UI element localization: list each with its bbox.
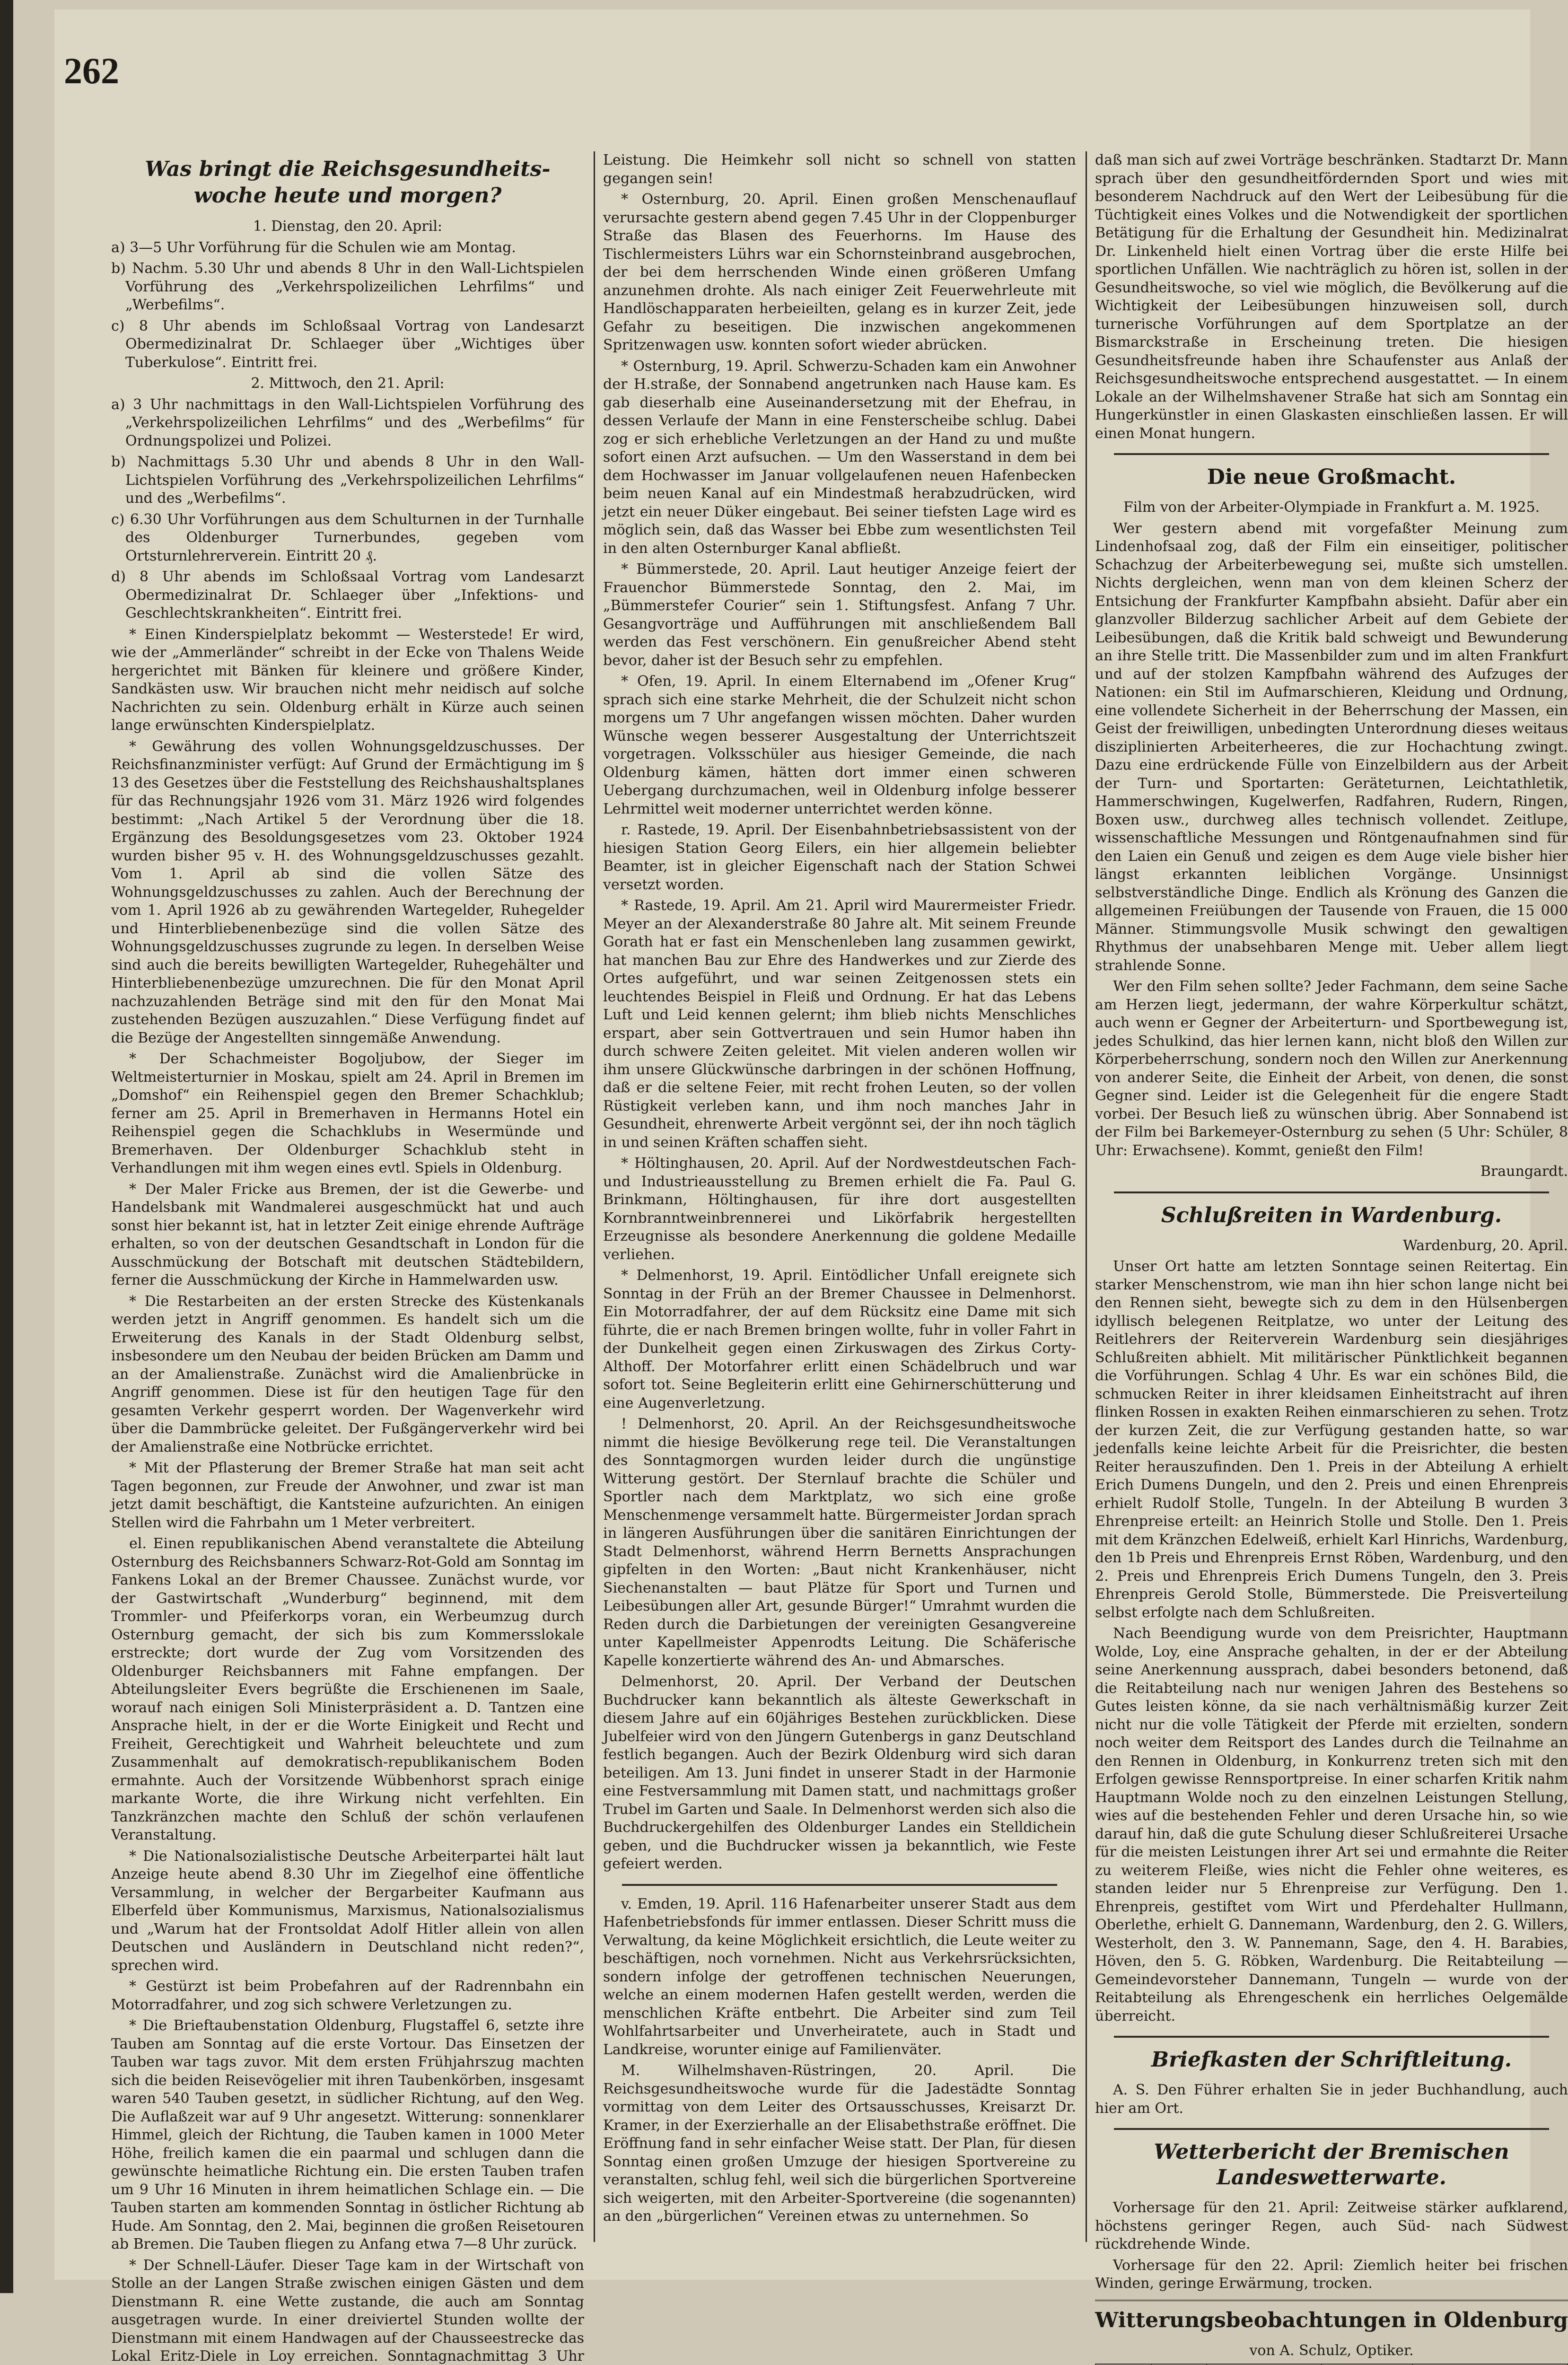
column-3 — [1095, 151, 1568, 2365]
news-item: * Einen Kinderspielplatz bekommt — Westerstede! Er wird, wie der „Ammerländer“ schreibt in der Ecke von Thalens Weide hergerichtet mit Bänken für kleinere und größere Kinder, Sandkästen usw. Wir brauchen nicht mehr neidisch auf solche Nachrichten zu sein. Oldenburg erhält in Kürze auch seinen lange erwünschten Kinderspielplatz. — [111, 626, 584, 735]
news-item: Delmenhorst, 20. April. Der Verband der Deutschen Buchdrucker kann bekanntlich als älteste Gewerkschaft in diesem Jahre auf ein 60jähriges Bestehen zurückblicken. Diese Jubelfeier wird von den Jüngern Gutenbergs in ganz Deutschland festlich begangen. Auch der Bezirk Oldenburg wird sich daran beteiligen. Am 13. Juni findet in unserer Stadt in der Harmonie eine Festversammlung mit Damen statt, und nachmittags großer Trubel im Garten und Saale. In Delmenhorst werden sich also die Buchdruckergehilfen des Oldenburger Landes ein Stelldichein geben, und die Buchdrucker wissen ja bekanntlich, wie Feste gefeiert werden. — [603, 1673, 1076, 1874]
article-paragraph: Unser Ort hatte am letzten Sonntage seinen Reitertag. Ein starker Menschenstrom, wie man ihn hier schon lange nicht bei den Rennen sieht, bewegte sich zu dem in den Hülsenbergen idyllisch belegenen Reitplatze, wo unter der Leitung des Reitlehrers der Reiterverein Wardenburg sein diesjähriges Schlußreiten abhielt. Mit militärischer Pünktlichkeit begannen die Vorführungen. Schlag 4 Uhr. Es war ein schönes Bild, die schmucken Reiter in ihrer kleidsamen Einheitstracht auf ihren flinken Rossen in exakten Reihen einmarschieren zu sehen. Trotz der kurzen Zeit, die zur Verfügung gestanden hatte, so war jedenfalls keine leichte Arbeit für die Preisrichter, die besten Reiter herauszufinden. Den 1. Preis in der Abteilung A erhielt Erich Dumens Dungeln, und den 2. Preis und einen Ehrenpreis erhielt Rudolf Stolle, Tungeln. In der Abteilung B wurden 3 Ehrenpreise erteilt: an Heinrich Stolle und Stolle. Den 1. Preis mit dem Kränzchen Edelweiß, erhielt Karl Hinrichs, Wardenburg, den 1b Preis und Ehrenpreis Ernst Röben, Wardenburg, und den 2. Preis und Ehrenpreis Erich Dumens Tungeln, den 3. Preis Ehrenpreis Gerold Stolle, Bümmerstede. Die Preisverteilung selbst erfolgte nach dem Schlußreiten. — [1095, 1258, 1568, 1622]
schedule-item: d) 8 Uhr abends im Schloßsaal Vortrag vom Landesarzt Obermedizinalrat Dr. Schlaeger über „Infektions- und Geschlechtskrankheiten“. Eintritt frei. — [125, 568, 584, 623]
news-item: * Osternburg, 20. April. Einen großen Menschenauflauf verursachte gestern abend gegen 7.45 Uhr in der Cloppenburger Straße das Blasen des Feuerhorns. Im Hause des Tischlermeisters Lührs war ein Schornsteinbrand ausgebrochen, der bei dem herrschenden Winde einen größeren Umfang anzunehmen drohte. Als nach einiger Zeit Feuerwehrleute mit Handlöschapparaten herbeieilten, gelang es in kurzer Zeit, jede Gefahr zu beseitigen. Die inzwischen angekommenen Spritzenwagen usw. konnten sofort wieder abrücken. — [603, 191, 1076, 355]
news-item: * Osternburg, 19. April. Schwerzu-Schaden kam ein Anwohner der H.straße, der Sonnabend angetrunken nach Hause kam. Es gab dieserhalb eine Auseinandersetzung mit der Ehefrau, in dessen Verlaufe der Mann in eine Fensterscheibe schlug. Dabei zog er sich erhebliche Verletzungen an der Hand zu und mußte sofort einen Arzt aufsuchen. — Um den Wasserstand in dem bei dem Hochwasser im Januar vollgelaufenen neuen Hafenbecken beim neuen Kanal auf ein Mindestmaß herabzudrücken, wird jetzt ein neuer Düker eingebaut. Bei seiner tiefsten Lage wird es möglich sein, daß das Wasser bei Ebbe zum wesentlichsten Teil in den alten Osternburger Kanal abfließt. — [603, 358, 1076, 558]
news-item: * Mit der Pflasterung der Bremer Straße hat man seit acht Tagen begonnen, zur Freude der Anwohner, und zwar ist man jetzt damit beschäftigt, die Kantsteine aufzurichten. An einigen Stellen wird die Fahrbahn um 1 Meter verbreitert. — [111, 1459, 584, 1532]
news-item: * Die Restarbeiten an der ersten Strecke des Küstenkanals werden jetzt in Angriff genommen. Es handelt sich um die Erweiterung des Kanals in der Stadt Oldenburg selbst, insbesondere um den Neubau der beiden Brücken am Damm und an der Amalienstraße. Zunächst wird die Amalienbrücke in Angriff genommen. Diese ist für den heutigen Tage für den gesamten Verkehr gesperrt worden. Der Wagenverkehr wird über die Dammbrücke geleitet. Der Fußgängerverkehr wird bei der Amalienstraße eine Notbrücke errichtet. — [111, 1293, 584, 1457]
schedule-item: b) Nachm. 5.30 Uhr und abends 8 Uhr in den Wall-Lichtspielen Vorführung des „Verkehrspolizeilichen Lehrfilms“ und „Werbefilms“. — [125, 260, 584, 315]
separator — [1114, 2128, 1549, 2130]
newspaper-page — [54, 9, 1530, 2280]
weather-forecast: Vorhersage für den 22. April: Ziemlich heiter bei frischen Winden, geringe Erwärmung, trocken. — [1095, 2257, 1568, 2293]
separator — [622, 1884, 1057, 1886]
news-item: el. Einen republikanischen Abend veranstaltete die Abteilung Osternburg des Reichsbanners Schwarz-Rot-Gold am Sonntag im Fankens Lokal an der Bremer Chaussee. Zunächst wurde, vor der Gastwirtschaft „Wunderburg“ beginnend, mit dem Trommler- und Pfeiferkorps voran, ein Werbeumzug durch Osternburg gemacht, der sich bis zum Kommersslokale erstreckte; dort wurde der Zug vom Vorsitzenden des Oldenburger Reichsbanners mit Fahne empfangen. Der Abteilungsleiter Evers begrüßte die Erschienenen im Saale, worauf nach einigen Soli Ministerpräsident a. D. Tantzen eine Ansprache hielt, in der er die Worte Einigkeit und Recht und Freiheit, Gerechtigkeit und Wahrheit beleuchtete und zum Zusammenhalt auf demokratisch-republikanischem Boden ermahnte. Auch der Vorsitzende Wübbenhorst sprach einige markante Worte, die ihre Wirkung nicht verfehlten. Ein Tanzkränzchen machte den Schluß der schön verlaufenen Veranstaltung. — [111, 1535, 584, 1845]
scan-edge — [0, 0, 13, 2293]
schedule-item: a) 3—5 Uhr Vorführung für die Schulen wie am Montag. — [125, 239, 584, 257]
article-author: Braungardt. — [1095, 1163, 1568, 1181]
news-item: * Der Schachmeister Bogoljubow, der Sieger im Weltmeisterturnier in Moskau, spielt am 24. April in Bremen im „Domshof“ ein Reihenspiel gegen den Bremer Schachklub; ferner am 25. April in Bremerhaven in Hermanns Hotel ein Reihenspiel gegen die Schachklubs in Wesermünde und Bremerhaven. Der Oldenburger Schachklub steht in Verhandlungen mit ihm wegen eines evtl. Spiels in Oldenburg. — [111, 1050, 584, 1178]
column-2 — [603, 151, 1076, 2229]
schedule-item: b) Nachmittags 5.30 Uhr und abends 8 Uhr in den Wall-Lichtspielen Vorführung des „Verkehrspolizeilichen Lehrfilms“ und des „Werbefilms“. — [125, 453, 584, 508]
weather-title: Wetterbericht der Bremischen Landeswetterwarte. — [1095, 2139, 1568, 2190]
observations-byline: von A. Schulz, Optiker. — [1095, 2342, 1568, 2360]
weather-forecast: Vorhersage für den 21. April: Zeitweise stärker aufklarend, höchstens geringer Regen, auch Süd- nach Südwest rückdrehende Winde. — [1095, 2199, 1568, 2254]
column-divider — [1086, 151, 1087, 2242]
page-number: 262 — [64, 50, 119, 92]
news-item: * Höltinghausen, 20. April. Auf der Nordwestdeutschen Fach- und Industrieausstellung zu Bremen erhielt die Fa. Paul G. Brinkmann, Höltinghausen, für ihre dort ausgestellten Kornbranntweinbrennerei und Likörfabrik hergestellten Erzeugnisse als besondere Anerkennung die goldene Medaille verliehen. — [603, 1155, 1076, 1264]
schedule-day-heading: 1. Dienstag, den 20. April: — [111, 218, 584, 236]
column-1 — [111, 151, 584, 2365]
separator — [1095, 2300, 1568, 2301]
news-item: * Bümmerstede, 20. April. Laut heutiger Anzeige feiert der Frauenchor Bümmerstede Sonntag, den 2. Mai, im „Bümmerstefer Courier“ sein 1. Stiftungsfest. Anfang 7 Uhr. Gesangvorträge und Aufführungen mit anschließendem Ball werden das Fest verschönern. Ein genußreicher Abend steht bevor, daher ist der Besuch sehr zu empfehlen. — [603, 561, 1076, 670]
news-item: * Gestürzt ist beim Probefahren auf der Radrennbahn ein Motorradfahrer, und zog sich schwere Verletzungen zu. — [111, 1978, 584, 2014]
article-paragraph: Wer gestern abend mit vorgefaßter Meinung zum Lindenhofsaal zog, daß der Film ein einseitiger, politischer Schachzug der Arbeiterbewegung sei, mußte sich umstellen. Nichts dergleichen, wenn man von dem kleinen Scherz der Entsichung der Frankfurter Kampfbahn absieht. Dafür aber ein glanzvoller Bilderzug sachlicher Arbeit auf dem Gebiete der Leibesübungen, daß die Kritik bald schweigt und Bewunderung an ihre Stelle tritt. Die Massenbilder zum und im alten Frankfurt und auf der stolzen Kampfbahn während des Aufzuges der Nationen: ein Stil im Aufmarschieren, Kleidung und Ordnung, eine vollendete Sicherheit in der Beherrschung der Massen, ein Geist der freiwilligen, unbedingten Unterordnung dieses weitaus disziplinierten Arbeiterheeres, die zur Hochachtung zwingt. Dazu eine erdrückende Fülle von Einzelbildern aus der Arbeit der Turn- und Sportarten: Geräteturnen, Leichtathletik, Hammerschwingen, Kugelwerfen, Radfahren, Rudern, Ringen, Boxen usw., durchweg alles technisch vollendet. Zeitlupe, wissenschaftliche Messungen und Röntgenaufnahmen sind für den Laien ein Genuß und zeigen es dem Auge viele bisher hier längst erkannten leiblichen Vorgänge. Unsinnigst selbstverständliche Dinge. Endlich als Krönung des Ganzen die allgemeinen Freiübungen der Tausende von Frauen, die 15 000 Männer. Stimmungsvolle Musik schwingt den gewaltigen Rhythmus der unabsehbaren Menge mit. Ueber allem liegt strahlende Sonne. — [1095, 520, 1568, 975]
schedule-item: c) 6.30 Uhr Vorführungen aus dem Schulturnen in der Turnhalle des Oldenburger Turnerbundes, gegeben vom Ortsturnlehrerverein. Eintritt 20 ₰. — [125, 511, 584, 566]
article-subtitle: Film von der Arbeiter-Olympiade in Frankfurt a. M. 1925. — [1095, 499, 1568, 517]
news-item: * Gewährung des vollen Wohnungsgeldzuschusses. Der Reichsfinanzminister verfügt: Auf Grund der Ermächtigung im § 13 des Gesetzes über die Feststellung des Reichshaushaltsplanes für das Rechnungsjahr 1926 vom 31. März 1926 wird folgendes bestimmt: „Nach Artikel 5 der Verordnung über die 18. Ergänzung des Besoldungsgesetzes vom 23. Oktober 1924 wurden bisher 95 v. H. des Wohnungsgeldzuschusses gezahlt. Vom 1. April ab sind die vollen Sätze des Wohnungsgeldzuschusses zu zahlen. Auch der Berechnung der vom 1. April 1926 ab zu gewährenden Wartegelder, Ruhegelder und Hinterbliebenenbezüge sind die vollen Sätze des Wohnungsgeldzuschusses zugrunde zu legen. In derselben Weise sind auch die bereits bewilligten Wartegelder, Ruhegehälter und Hinterbliebenenbezüge umzurechnen. Die für den Monat April nachzuzahlenden Beträge sind mit den für den Monat Mai zustehenden Bezügen auszuzahlen.“ Diese Verfügung findet auf die Bezüge der Angestellten sinngemäße Anwendung. — [111, 738, 584, 1048]
article-title: Schlußreiten in Wardenburg. — [1095, 1203, 1568, 1228]
news-item: ! Delmenhorst, 20. April. An der Reichsgesundheitswoche nimmt die hiesige Bevölkerung rege teil. Die Veranstaltungen des Sonntagmorgen wurden leider durch die ungünstige Witterung gestört. Der Sternlauf brachte die Schüler und Sportler nach dem Marktplatz, wo sich eine große Menschenmenge versammelt hatte. Bürgermeister Jordan sprach in längeren Ausführungen über die sanitären Einrichtungen der Stadt Delmenhorst, während Herrn Bernetts Ansprachungen gipfelten in den Worten: „Baut nicht Krankenhäuser, nicht Siechenanstalten — baut Plätze für Sport und Turnen und Leibesübungen aller Art, gesunde Bürger!“ Umrahmt wurden die Reden durch die Darbietungen der vereinigten Gesangvereine unter Kapellmeister Appenrodts Leitung. Die Schäferische Kapelle konzertierte während des An- und Abmarsches. — [603, 1415, 1076, 1670]
article-title: Die neue Großmacht. — [1095, 464, 1568, 490]
schedule-item: c) 8 Uhr abends im Schloßsaal Vortrag von Landesarzt Obermedizinalrat Dr. Schlaeger über „Wichtiges über Tuberkulose“. Eintritt frei. — [125, 317, 584, 372]
news-item: r. Rastede, 19. April. Der Eisenbahnbetriebsassistent von der hiesigen Station Georg Eilers, ein hier allgemein beliebter Beamter, ist in gleicher Eigenschaft nach der Station Schwei versetzt worden. — [603, 821, 1076, 894]
news-item: v. Emden, 19. April. 116 Hafenarbeiter unserer Stadt aus dem Hafenbetriebsfonds für immer entlassen. Dieser Schritt muss die Verwaltung, da keine Möglichkeit ersichtlich, die Leute weiter zu beschäftigen, noch vornehmen. Nicht aus Verkehrsrücksichten, sondern infolge der getroffenen technischen Neuerungen, welche an einem modernen Hafen gestellt werden, werden die menschlichen Kräfte entbehrt. Die Arbeiter sind zum Teil Wohlfahrtsarbeiter und Unverheiratete, auch in Stadt und Landkreise, worunter einige auf Familienväter. — [603, 1895, 1076, 2059]
mailbox-text: A. S. Den Führer erhalten Sie in jeder Buchhandlung, auch hier am Ort. — [1095, 2081, 1568, 2118]
news-item: * Die Nationalsozialistische Deutsche Arbeiterpartei hält laut Anzeige heute abend 8.30 Uhr im Ziegelhof eine öffentliche Versammlung, in welcher der Bergarbeiter Kaufmann aus Elberfeld über Kommunismus, Marxismus, Nationalsozialismus und „Warum hat der Frontsoldat Adolf Hitler allein von allen Deutschen und Ausländern in Deutschland nicht reden?“, sprechen wird. — [111, 1848, 584, 1975]
news-item: Leistung. Die Heimkehr soll nicht so schnell von statten gegangen sein! — [603, 151, 1076, 188]
news-item: * Rastede, 19. April. Am 21. April wird Maurermeister Friedr. Meyer an der Alexanderstraße 80 Jahre alt. Mit seinem Freunde Gorath hat er fast ein Menschenleben lang zusammen gewirkt, hat manchen Bau zur Ehre des Handwerkes und zur Zierde des Ortes aufgeführt, und war seinen Zeitgenossen stets ein leuchtendes Beispiel in Fleiß und Ordnung. Er hat das Lebens Luft und Leid kennen gelernt; ihm blieb nichts Menschliches erspart, aber sein Gottvertrauen und sein Humor haben ihn durch schwere Zeiten geleitet. Mit vielen anderen wollen wir ihm unsere Glückwünsche darbringen in der schönen Hoffnung, daß er die seltene Feier, mit recht frohen Leuten, so der vollen Rüstigkeit verleben kann, und ihm noch manches Jahr in Gesundheit, ehrenwerte Arbeit vergönnt sei, der ihn noch täglich in und seinen Kräften schaffen sieht. — [603, 897, 1076, 1152]
news-item: * Die Brieftaubenstation Oldenburg, Flugstaffel 6, setzte ihre Tauben am Sonntag auf die erste Vortour. Das Einsetzen der Tauben war tags zuvor. Mit dem ersten Frühjahrszug machten sich die beiden Reisevögelier mit ihren Taubenkörben, insgesamt waren 540 Tauben gesetzt, in südlicher Richtung, auf den Weg. Die Auflaßzeit war auf 9 Uhr angesetzt. Witterung: sonnenklarer Himmel, gleich der Richtung, die Tauben kamen in 1000 Meter Höhe, freilich kamen die ein paarmal und schlugen dann die gewünschte heimatliche Richtung ein. Die ersten Tauben trafen um 9 Uhr 16 Minuten in ihrem heimatlichen Schlage ein. — Die Tauben starten am kommenden Sonntag in östlicher Richtung ab Hude. Am Sonntag, den 2. Mai, beginnen die großen Reisetouren ab Bremen. Die Tauben fliegen zu Anfang etwa 7—8 Uhr zurück. — [111, 2017, 584, 2254]
separator — [1114, 1191, 1549, 1193]
article-paragraph: Nach Beendigung wurde von dem Preisrichter, Hauptmann Wolde, Loy, eine Ansprache gehalten, in der er der Abteilung seine Anerkennung aussprach, dabei besonders betonend, daß die Reitabteilung nach nur wenigen Jahren des Bestehens so Gutes leisten könne, da sie nach verhältnismäßig kurzer Zeit nicht nur die volle Tätigkeit der Pferde mit erzielten, sondern noch weiter dem Reitsport des Landes durch die Teilnahme an den Rennen in Oldenburg, in Konkurrenz treten sich mit den Erfolgen gewisse Rennsportpreise. In einer scharfen Kritik nahm Hauptmann Wolde noch zu den einzelnen Leistungen Stellung, wies auf die bestehenden Fehler und deren Ursache hin, so wie darauf hin, daß die gute Schulung dieser Schlußreiterei Ursache für die meisten Leistungen ihrer Art sei und ermahnte die Reiter zu weiterem Fleiße, wies nicht die Fehler ohne weiteres, es standen leider nur 5 Ehrenpreise zur Verfügung. Den 1. Ehrenpreis, gestiftet vom Wirt und Pferdehalter Hullmann, Oberlethe, erhielt G. Dannemann, Wardenburg, den 2. G. Willers, Westerholt, den 3. W. Pannemann, Sage, den 4. H. Barabies, Höven, den 5. G. Röbken, Wardenburg. Die Reitabteilung — Gemeindevorsteher Dannemann, Tungeln — wurde von der Reitabteilung als Ehrengeschenk ein herrliches Oelgemälde überreicht. — [1095, 1625, 1568, 2025]
news-item: * Delmenhorst, 19. April. Eintödlicher Unfall ereignete sich Sonntag in der Früh an der Bremer Chaussee in Delmenhorst. Ein Motorradfahrer, der auf dem Rücksitz eine Dame mit sich führte, die er nach Bremen bringen wollte, fuhr in voller Fahrt in der Dunkelheit gegen einen Zirkuswagen des Zirkus Corty-Althoff. Der Motorfahrer erlitt einen Schädelbruch und war sofort tot. Seine Begleiterin erlitt eine Gehirnerschütterung und eine Augenverletzung. — [603, 1267, 1076, 1412]
separator — [1114, 2036, 1549, 2038]
news-item: M. Wilhelmshaven-Rüstringen, 20. April. Die Reichsgesundheitswoche wurde für die Jadestädte Sonntag vormittag von dem Leiter des Ortsausschusses, Kreisarzt Dr. Kramer, in der Exerzierhalle an der Elisabethstraße eröffnet. Die Eröffnung fand in sehr einfacher Weise statt. Der Plan, für diesen Sonntag einen großen Umzuge der hiesigen Sportvereine zu veranstalten, schlug fehl, weil sich die bürgerlichen Sportvereine sich weigerten, mit den Arbeiter-Sportvereine (die sogenannten) an den „bürgerlichen“ Vereinen etwas zu unternehmen. So — [603, 2062, 1076, 2226]
schedule-item: a) 3 Uhr nachmittags in den Wall-Lichtspielen Vorführung des „Verkehrspolizeilichen Lehrfilms“ und des „Werbefilms“ für Ordnungspolizei und Polizei. — [125, 396, 584, 451]
article-paragraph: Wer den Film sehen sollte? Jeder Fachmann, dem seine Sache am Herzen liegt, jedermann, der wahre Körperkultur schätzt, auch wenn er Gegner der Arbeiterturn- und Sportbewegung ist, jedes Schulkind, das hier lernen kann, nicht bloß den Willen zur Körperbeherrschung, sondern noch den Willen zur Anerkennung von anderer Seite, die Einheit der Arbeit, von denen, die sonst Gegner sind. Leider ist die Gelegenheit für die engere Stadt vorbei. Der Besuch ließ zu wünschen übrig. Aber Sonnabend ist der Film bei Barkemeyer-Osternburg zu sehen (5 Uhr: Schüler, 8 Uhr: Erwachsene). Kommt, genießt den Film! — [1095, 978, 1568, 1160]
mailbox-title: Briefkasten der Schriftleitung. — [1095, 2047, 1568, 2073]
separator — [1114, 453, 1549, 455]
news-item: * Ofen, 19. April. In einem Elternabend im „Ofener Krug“ sprach sich eine starke Mehrheit, die der Schulzeit nicht schon morgens um 7 Uhr angefangen wissen möchten. Daher wurden Wünsche wegen besserer Ausgestaltung der Unterrichtszeit vorgetragen. Volksschüler aus hiesiger Gemeinde, die nach Oldenburg kämen, hätten dort immer einen schweren Uebergang durchzumachen, weil in Oldenburg infolge besserer Lehrmittel weit moderner unterrichtet werden könne. — [603, 673, 1076, 818]
article-dateline: Wardenburg, 20. April. — [1095, 1237, 1568, 1255]
news-item: daß man sich auf zwei Vorträge beschränken. Stadtarzt Dr. Mann sprach über den gesundheitfördernden Sport und wies mit besonderem Nachdruck auf den Wert der Leibesübung für die Tüchtigkeit eines Volkes und die Notwendigkeit der sportlichen Betätigung für die Erhaltung der Gesundheit hin. Medizinalrat Dr. Linkenheld hielt einen Vortrag über die erste Hilfe bei sportlichen Unfällen. Wie nachträglich zu hören ist, sollen in der Gesundheitswoche, so viel wie möglich, die Bevölkerung auf die Wichtigkeit der Leibesübungen hinzuweisen soll, durch turnerische Vorführungen auf dem Sportplatze an der Bismarckstraße in Erscheinung treten. Die hiesigen Gesundheitsfreunde haben ihre Schaufenster aus Anlaß der Reichsgesundheitswoche entsprechend ausgestattet. — In einem Lokale an der Wilhelmshavener Straße hat sich am Sonntag ein Hungerkünstler in einen Glaskasten einschließen lassen. Er will einen Monat hungern. — [1095, 151, 1568, 443]
news-item: * Der Schnell-Läufer. Dieser Tage kam in der Wirtschaft von Stolle an der Langen Straße zwischen einigen Gästen und dem Dienstmann R. eine Wette zustande, die auch am Sonntag ausgetragen wurde. In einer dreiviertel Stunden wollte der Dienstmann mit einem Handwagen auf der Chausseestrecke das Lokal Eritz-Diele in Loy erreichen. Sonntagnachmittag 3 Uhr — [111, 2257, 584, 2365]
news-item: * Der Maler Fricke aus Bremen, der ist die Gewerbe- und Handelsbank mit Wandmalerei ausgeschmückt hat und auch sonst hier bekannt ist, hat in letzter Zeit einige ehrende Aufträge erhalten, so von der deutschen Gesandtschaft in London für die Ausschmückung der Botschaft mit deutschen Städtebildern, ferner die Ausschmückung der Kirche in Hammelwarden usw. — [111, 1181, 584, 1290]
observations-title: Witterungsbeobachtungen in Oldenburg — [1095, 2308, 1568, 2333]
article-title: Was bringt die Reichsgesundheits-woche heute und morgen? — [111, 156, 584, 209]
schedule-day-heading: 2. Mittwoch, den 21. April: — [111, 375, 584, 393]
column-divider — [594, 151, 595, 2242]
